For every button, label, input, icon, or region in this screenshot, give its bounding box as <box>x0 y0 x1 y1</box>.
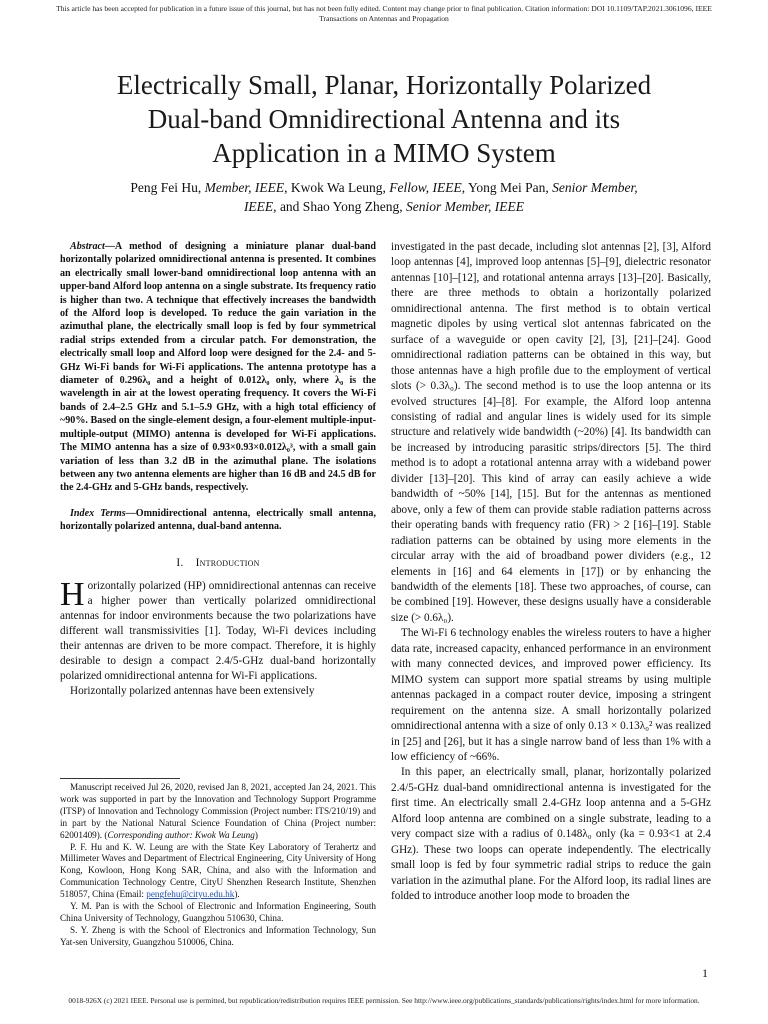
section-heading <box>60 556 376 571</box>
index-terms-text: —Omnidirectional antenna, electrically small antenna, horizontally polarized antenna, dual-band antenna. <box>60 507 376 533</box>
body-paragraph-3: In this paper, an electrically small, planar, horizontally polarized 2.4/5-GHz dual-band omnidirectional antenna is investigated for the first time. An electrically small 2.4-GHz loop antenna and a 5-GHz Alford loop antenna are combined on a single substrate, leading to a very compact size with a radius of 0.148λ₀ only (ka = 0.93<1 at 2.4 GHz). These two loops can operate independently. The electrically small loop is fed by four symmetric radial strips to reduce the gain variation in the azimuthal plane. For the Alford loop, its radial lines are folded to introduce another loop mode to broaden the <box>391 766 711 903</box>
footnotes <box>60 778 376 949</box>
abstract-label: Abstract <box>70 241 105 252</box>
author-2: Kwok Wa Leung, <box>290 180 386 195</box>
footnote-affiliation-1: P. F. Hu and K. W. Leung are with the State Key Laboratory of Terahertz and Millimeter Waves and Department of Electrical Engineering, City University of Hong Kong, Kowloon, Hong Kong SAR, China, and also with the Information and Communication Technology Centre, CityU Shenzhen Research Institute, Shenzhen 518057, China (Email: pengfehu@cityu.edu.hk). <box>60 841 376 900</box>
author-3: Yong Mei Pan, <box>467 180 549 195</box>
author-3-role-cont: IEEE, <box>243 199 277 214</box>
title-line-2: Dual-band Omnidirectional Antenna and its <box>147 104 621 134</box>
abstract <box>60 240 376 495</box>
section-title: Introduction <box>195 556 260 569</box>
section-number: I. <box>176 556 184 569</box>
footnote-manuscript: Manuscript received Jul 26, 2020, revised Jan 8, 2021, accepted Jan 24, 2021. This work was supported in part by the Innovation and Technology Support Programme (ITSP) of Innovation and Technology Commission (Project number: ITS/210/19) and in part by the National Natural Science Foundation of China (Project number: 62001409). (Corresponding author: Kwok Wa Leung) <box>60 782 376 840</box>
paper-title <box>40 68 728 170</box>
body-paragraph-1: investigated in the past decade, including slot antennas [2], [3], Alford loop antennas [4], improved loop antennas [5]–[9], dielectric resonator antennas [10]–[12], and rotational antenna arrays [13]–[20]. Basically, there are three methods to obtain a horizontally polarized omnidirectional antenna. The first method is to obtain vertical magnetic dipoles by using vertical slot antennas fabricated on the surface of a waveguide or open cavity [2], [3], [21]–[24]. Good omnidirectional radiation patterns can be obtained in this way, but those antennas have a high profile due to the employment of vertical slots (> 0.3λ₀). The second method is to use the loop antenna or its evolved structures [4]–[8]. For example, the Alford loop antenna consisting of radial and angular lines is widely used for its simple structure and relatively wide bandwidth (~20%) [4]. Its bandwidth can be increased by introducing parasitic strips/directors [5]. The third method is to adopt a rotational antenna array with a wideband power divider [13]–[20]. This kind of array can easily achieve a wide bandwidth of ~50% [14], [15]. But for the antennas as mentioned above, only a few of them can provide stable radiation patterns across their operating bands with frequency ratio (FR) > 2 [16]–[19]. Stable radiation patterns can be obtained by using more elements in the circular array with the aid of broadband power dividers (e.g., 12 elements in [16] and 64 elements in [17]) or by enhancing the bandwidth of the elements [18]. These two approaches, of course, can be combined [19]. However, these designs usually have a considerable size (> 0.6λ₀). <box>391 241 711 624</box>
title-line-3: Application in a MIMO System <box>212 138 556 168</box>
index-terms <box>60 507 376 534</box>
index-terms-label: Index Terms <box>70 507 126 519</box>
abstract-text: —A method of designing a miniature planar dual-band horizontally polarized omnidirectional antenna is presented. It combines an electrically small lower-band omnidirectional loop antenna with an upper-band Alford loop antenna on a single substrate. Its frequency ratio is higher than two. A technique that effectively increases the bandwidth of the Alford loop is developed. To reduce the gain variation in the azimuthal plane, the electrically small loop is fed by four symmetrical radial strips extended from a circular patch. For demonstration, the electrically small loop and Alford loop were designed for the 2.4- and 5-GHz Wi-Fi bands for Wi-Fi applications. The antenna prototype has a diameter of 0.296λ₀ and a height of 0.012λ₀ only, where λ₀ is the wavelength in air at the lowest operating frequency. It covers the Wi-Fi bands of 2.4–2.5 GHz and 5.1–5.9 GHz, with a high total efficiency of ~90%. Based on the single-element design, a four-element multiple-input-multiple-output (MIMO) antenna is developed for Wi-Fi applications. The MIMO antenna has a size of 0.93×0.93×0.012λ₀³, with a small gain variation of less than 3.2 dB in the azimuthal plane. The isolations between any two antenna elements are higher than 16 dB and 24.5 dB for the 2.4-GHz and 5-GHz bands, respectively. <box>60 241 376 494</box>
intro-paragraph-1 <box>60 575 376 685</box>
header-line-2: Transactions on Antennas and Propagation <box>319 14 449 23</box>
author-1-role: Member, IEEE <box>204 180 285 195</box>
body-paragraph-2: The Wi-Fi 6 technology enables the wireless routers to have a higher data rate, increased capacity, enhanced performance in an environment with many connected devices, and improved power efficiency. Its MIMO system can support more spatial streams by using multiple antennas packaged in a compact router device, imposing a stringent requirement on the antenna size. A small horizontally polarized omnidirectional antenna with a size of only 0.13 × 0.13λ₀² was realized in [25] and [26], but it has a single narrow band of less than 1% with a low efficiency of ~66%. <box>391 627 711 763</box>
author-4: and Shao Yong Zheng, <box>279 199 403 214</box>
footnote-rule <box>60 778 180 779</box>
drop-cap: H <box>60 575 85 613</box>
author-1: Peng Fei Hu, <box>130 180 202 195</box>
left-column <box>60 240 376 699</box>
author-2-role: Fellow, IEEE <box>389 180 462 195</box>
footnote-affiliation-2: Y. M. Pan is with the School of Electronic and Information Engineering, South China University of Technology, Guangzhou 510630, China. <box>60 901 376 923</box>
copyright-footer: 0018-926X (c) 2021 IEEE. Personal use is permitted, but republication/redistribution requires IEEE permission. See http://www.ieee.org/publications_standards/publications/rights/index.html for more information. <box>68 996 700 1005</box>
journal-header <box>0 4 768 24</box>
author-list: Peng Fei Hu, Member, IEEE, Kwok Wa Leung, Fellow, IEEE, Yong Mei Pan, Senior Member, IEEE, and Shao Yong Zheng, Senior Member, IEEE <box>130 180 638 214</box>
footnote-affiliation-3: S. Y. Zheng is with the School of Electronics and Information Technology, Sun Yat-sen University, Guangzhou 510006, China. <box>60 924 376 947</box>
page-number: 1 <box>702 966 708 980</box>
intro-paragraph-2: Horizontally polarized antennas have been extensively <box>70 685 315 698</box>
header-line-1: This article has been accepted for publication in a future issue of this journal, but has not been fully edited. Content may change prior to final publication. Citation information: DOI 10.1109/TAP.2021.3061096, IEEE <box>56 4 712 13</box>
right-column <box>391 240 711 904</box>
author-email-link[interactable]: pengfehu@cityu.edu.hk <box>146 889 235 900</box>
title-line-1: Electrically Small, Planar, Horizontally Polarized <box>116 70 652 100</box>
author-4-role: Senior Member, IEEE <box>405 199 525 214</box>
intro-text-1: orizontally polarized (HP) omnidirectional antennas can receive a higher power than vertically polarized omnidirectional antennas for indoor environments because the two polarizations have different wall transmissivities [1]. Today, Wi-Fi devices including their antennas are driven to be more compact. Therefore, it is highly desirable to design a compact 2.4/5-GHz dual-band horizontally polarized omnidirectional antenna for Wi-Fi applications. <box>60 579 376 683</box>
author-3-role: Senior Member, <box>552 180 638 195</box>
